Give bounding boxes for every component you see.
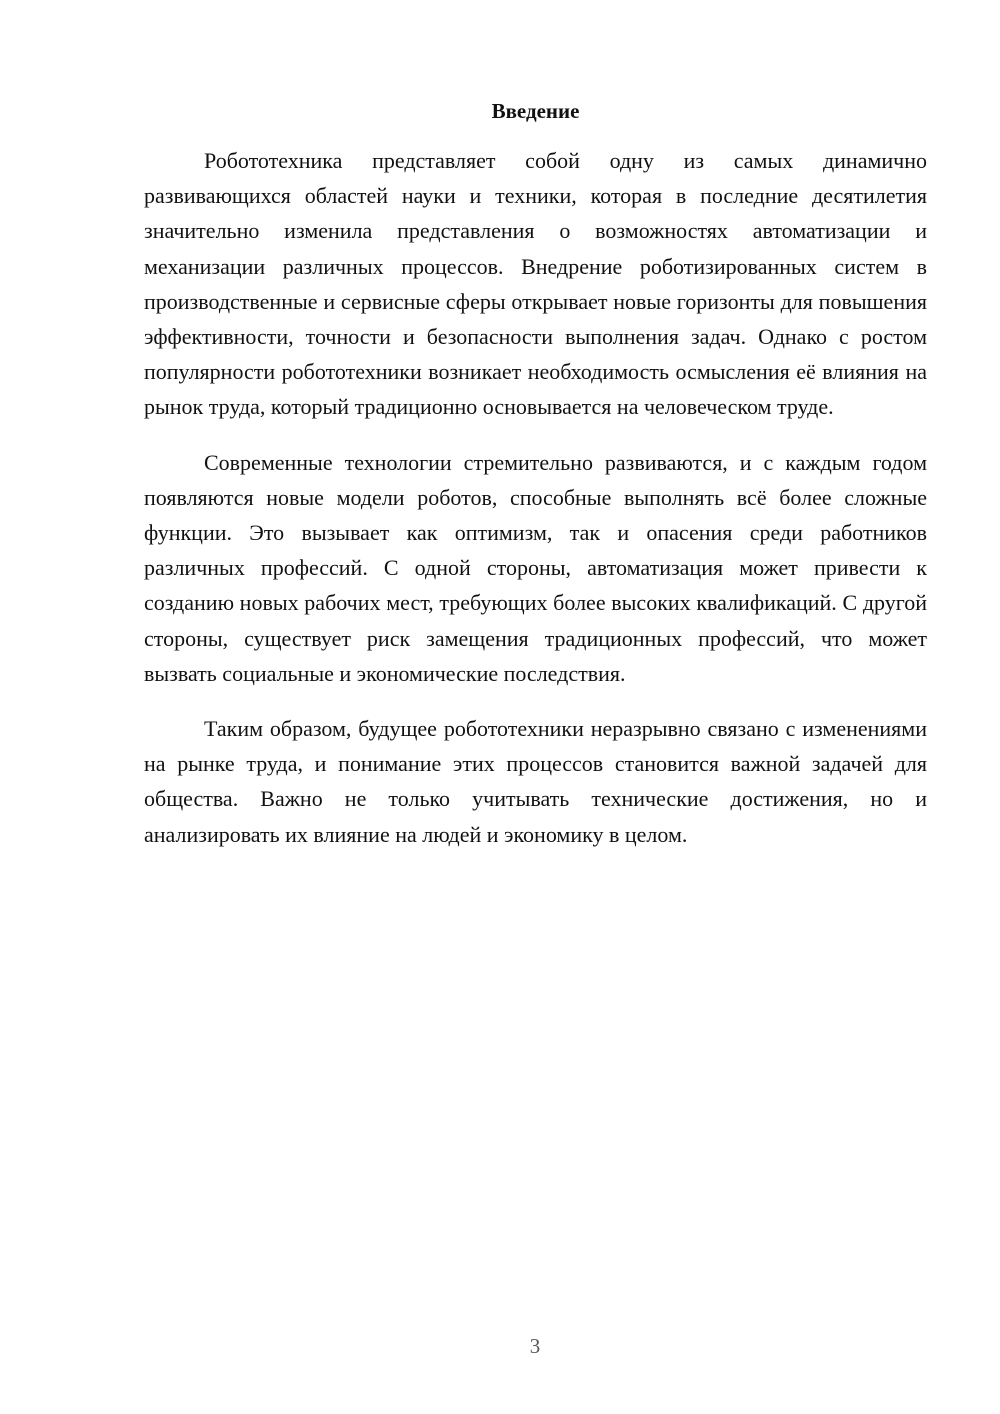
paragraph-2: Современные технологии стремительно развиваются, и с каждым годом появляются новые модели роботов, способные выполнять всё более сложные функции. Это вызывает как оптимизм, так и опасения среди работников различных профессий. С одной стороны, автоматизация может привести к созданию новых рабочих мест, требующих более высоких квалификаций. С другой стороны, существует риск замещения традиционных профессий, что может вызвать социальные и экономические последствия. [144,449,927,686]
page-number: 3 [529,1334,541,1358]
paragraph-3: Таким образом, будущее робототехники неразрывно связано с изменениями на рынке труда, и понимание этих процессов становится важной задачей для общества. Важно не только учитывать технические достижения, но и анализировать их влияние на людей и экономику в целом. [144,716,927,847]
section-title: Введение [491,99,580,123]
document-body [144,143,927,872]
paragraph-1: Робототехника представляет собой одну из самых динамично развивающихся областей науки и техники, которая в последние десятилетия значительно изменила представления о возможностях автоматизации и механизации различных процессов. Внедрение роботизированных систем в производственные и сервисные сферы открывает новые горизонты для повышения эффективности, точности и безопасности выполнения задач. Однако с ростом популярности робототехники возникает необходимость осмысления её влияния на рынок труда, который традиционно основывается на человеческом труде. [144,148,927,420]
